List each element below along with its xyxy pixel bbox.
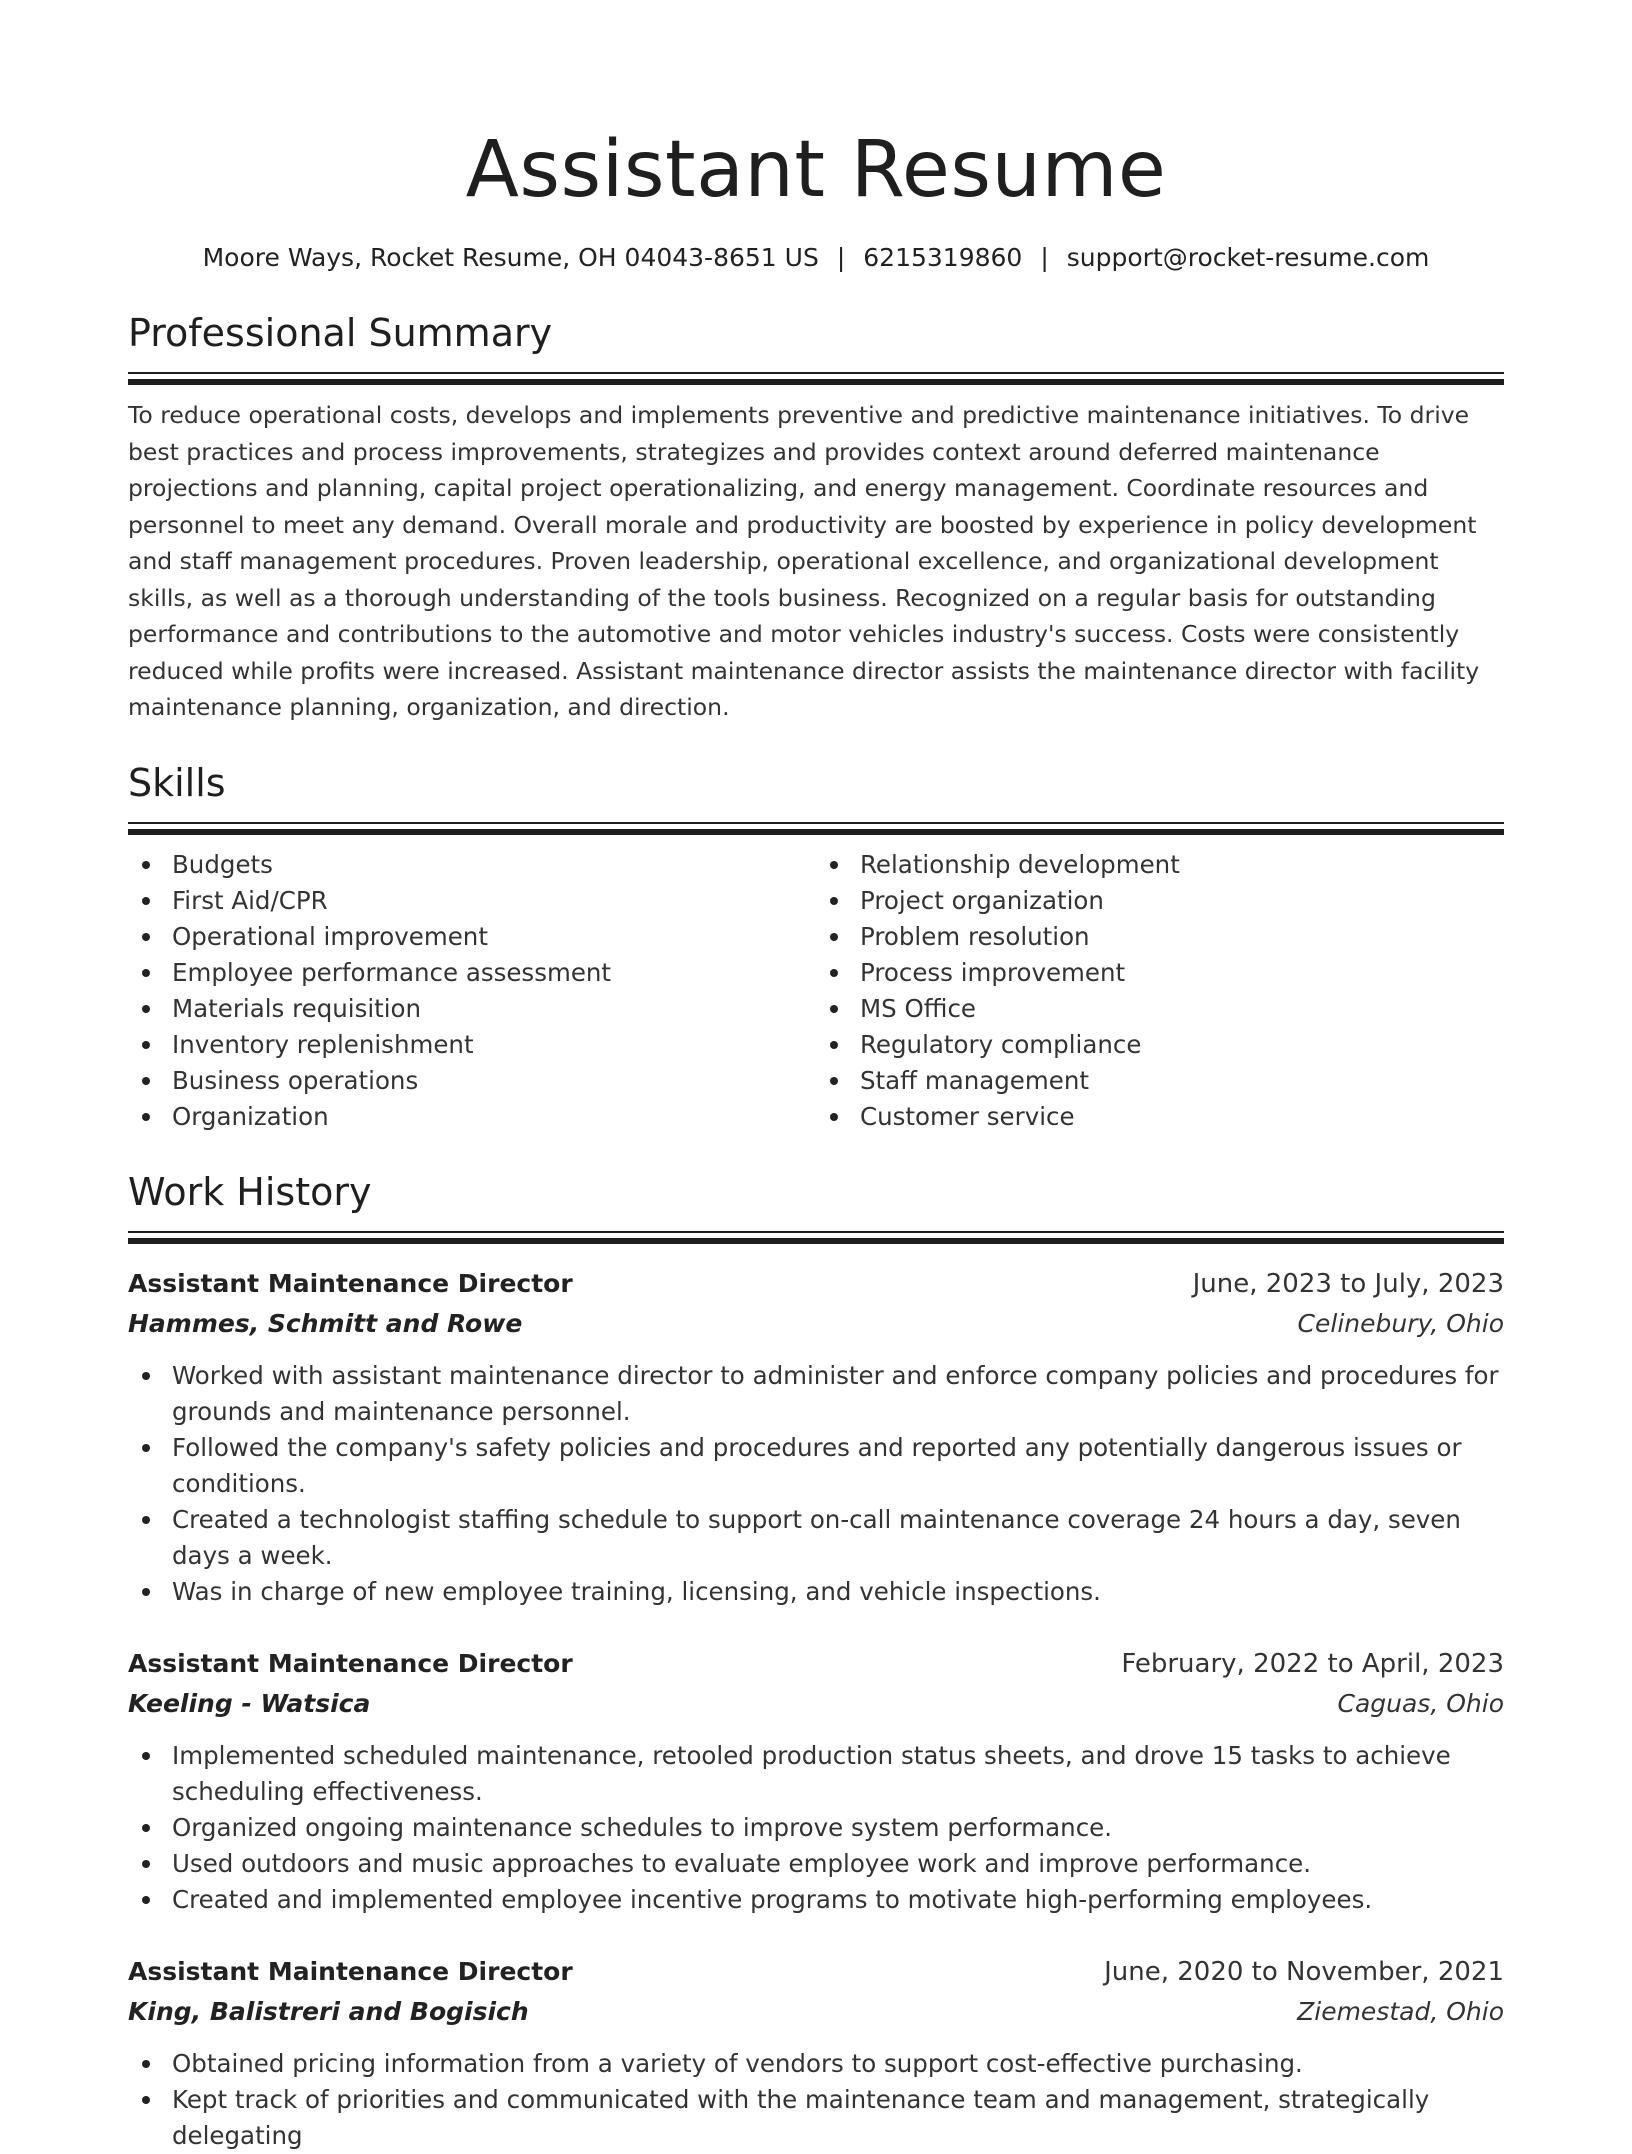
- job-location: Celinebury, Ohio: [1297, 1308, 1504, 1338]
- contact-address: Moore Ways, Rocket Resume, OH 04043-8651 US: [202, 243, 819, 272]
- job-title: Assistant Maintenance Director: [128, 1268, 573, 1298]
- work-history-heading: Work History: [128, 1169, 372, 1214]
- job-bullets: [128, 2046, 1504, 2154]
- job-company-row: [128, 1304, 1504, 1344]
- skill-item: Relationship development: [816, 847, 1504, 883]
- job-company-row: [128, 1992, 1504, 2032]
- job-entry: [128, 1952, 1504, 2154]
- job-dates: June, 2020 to November, 2021: [1104, 1956, 1504, 1987]
- summary-text: To reduce operational costs, develops and implements preventive and predictive maintenance initiatives. To drive best practices and process improvements, strategizes and provides context around deferred maintenance projections and planning, capital project operationalizing, and energy management. Coordinate resources and personnel to meet any demand. Overall morale and productivity are boosted by experience in policy development and staff management procedures. Proven leadership, operational excellence, and organizational development skills, as well as a thorough understanding of the tools business. Recognized on a regular basis for outstanding performance and contributions to the automotive and motor vehicles industry's success. Costs were consistently reduced while profits were increased. Assistant maintenance director assists the maintenance director with facility maintenance planning, organization, and direction.: [128, 401, 1480, 721]
- skill-item: Organization: [128, 1099, 816, 1135]
- job-location: Caguas, Ohio: [1337, 1688, 1504, 1718]
- skill-item: Problem resolution: [816, 919, 1504, 955]
- skill-item: Budgets: [128, 847, 816, 883]
- contact-phone: 6215319860: [863, 243, 1023, 272]
- skills-heading: Skills: [128, 760, 226, 805]
- section-divider: [128, 372, 1504, 385]
- section-divider: [128, 822, 1504, 835]
- job-company: Hammes, Schmitt and Rowe: [128, 1308, 523, 1338]
- section-divider: [128, 1231, 1504, 1244]
- job-company: King, Balistreri and Bogisich: [128, 1996, 529, 2026]
- skill-item: Regulatory compliance: [816, 1027, 1504, 1063]
- job-bullet: Implemented scheduled maintenance, retooled production status sheets, and drove 15 tasks to achieve scheduling effectiveness.: [128, 1738, 1504, 1810]
- job-dates: June, 2023 to July, 2023: [1192, 1268, 1504, 1299]
- job-header-row: [128, 1644, 1504, 1684]
- skill-item: Process improvement: [816, 955, 1504, 991]
- skills-right-column: [816, 847, 1504, 1135]
- job-entry: [128, 1264, 1504, 1610]
- job-bullet: Used outdoors and music approaches to evaluate employee work and improve performance.: [128, 1846, 1504, 1882]
- contact-separator: |: [836, 243, 846, 272]
- job-location: Ziemestad, Ohio: [1297, 1996, 1504, 2026]
- resume-title: Assistant Resume: [465, 125, 1167, 215]
- skill-item: Customer service: [816, 1099, 1504, 1135]
- contact-separator: |: [1040, 243, 1049, 272]
- skill-item: Project organization: [816, 883, 1504, 919]
- job-bullet: Was in charge of new employee training, licensing, and vehicle inspections.: [128, 1574, 1504, 1610]
- summary-section: [128, 308, 1504, 726]
- skill-item: Staff management: [816, 1063, 1504, 1099]
- job-bullet: Kept track of priorities and communicated with the maintenance team and management, strategically delegating: [128, 2082, 1504, 2154]
- job-header-row: [128, 1952, 1504, 1992]
- skills-columns: [128, 847, 1504, 1135]
- skill-item: Operational improvement: [128, 919, 816, 955]
- job-dates: February, 2022 to April, 2023: [1121, 1648, 1504, 1679]
- skill-item: Employee performance assessment: [128, 955, 816, 991]
- work-history-section: [128, 1167, 1504, 2154]
- skills-section: [128, 758, 1504, 1135]
- job-bullet: Worked with assistant maintenance director to administer and enforce company policies and procedures for grounds and maintenance personnel.: [128, 1358, 1504, 1430]
- contact-line: [128, 240, 1504, 276]
- job-bullets: [128, 1358, 1504, 1610]
- job-bullet: Created a technologist staffing schedule to support on-call maintenance coverage 24 hours a day, seven days a week.: [128, 1502, 1504, 1574]
- skills-left-column: [128, 847, 816, 1135]
- job-title: Assistant Maintenance Director: [128, 1648, 573, 1678]
- skill-item: Materials requisition: [128, 991, 816, 1027]
- contact-email: support@rocket-resume.com: [1066, 243, 1430, 272]
- skill-item: MS Office: [816, 991, 1504, 1027]
- job-bullets: [128, 1738, 1504, 1918]
- job-bullet: Organized ongoing maintenance schedules to improve system performance.: [128, 1810, 1504, 1846]
- skill-item: First Aid/CPR: [128, 883, 816, 919]
- job-bullet: Obtained pricing information from a variety of vendors to support cost-effective purchasing.: [128, 2046, 1504, 2082]
- job-entry: [128, 1644, 1504, 1918]
- job-header-row: [128, 1264, 1504, 1304]
- job-company: Keeling - Watsica: [128, 1688, 371, 1718]
- skill-item: Business operations: [128, 1063, 816, 1099]
- skill-item: Inventory replenishment: [128, 1027, 816, 1063]
- job-bullet: Created and implemented employee incentive programs to motivate high-performing employees.: [128, 1882, 1504, 1918]
- summary-heading: Professional Summary: [128, 311, 553, 355]
- job-bullet: Followed the company's safety policies and procedures and reported any potentially dangerous issues or conditions.: [128, 1430, 1504, 1502]
- job-title: Assistant Maintenance Director: [128, 1956, 573, 1986]
- job-company-row: [128, 1684, 1504, 1724]
